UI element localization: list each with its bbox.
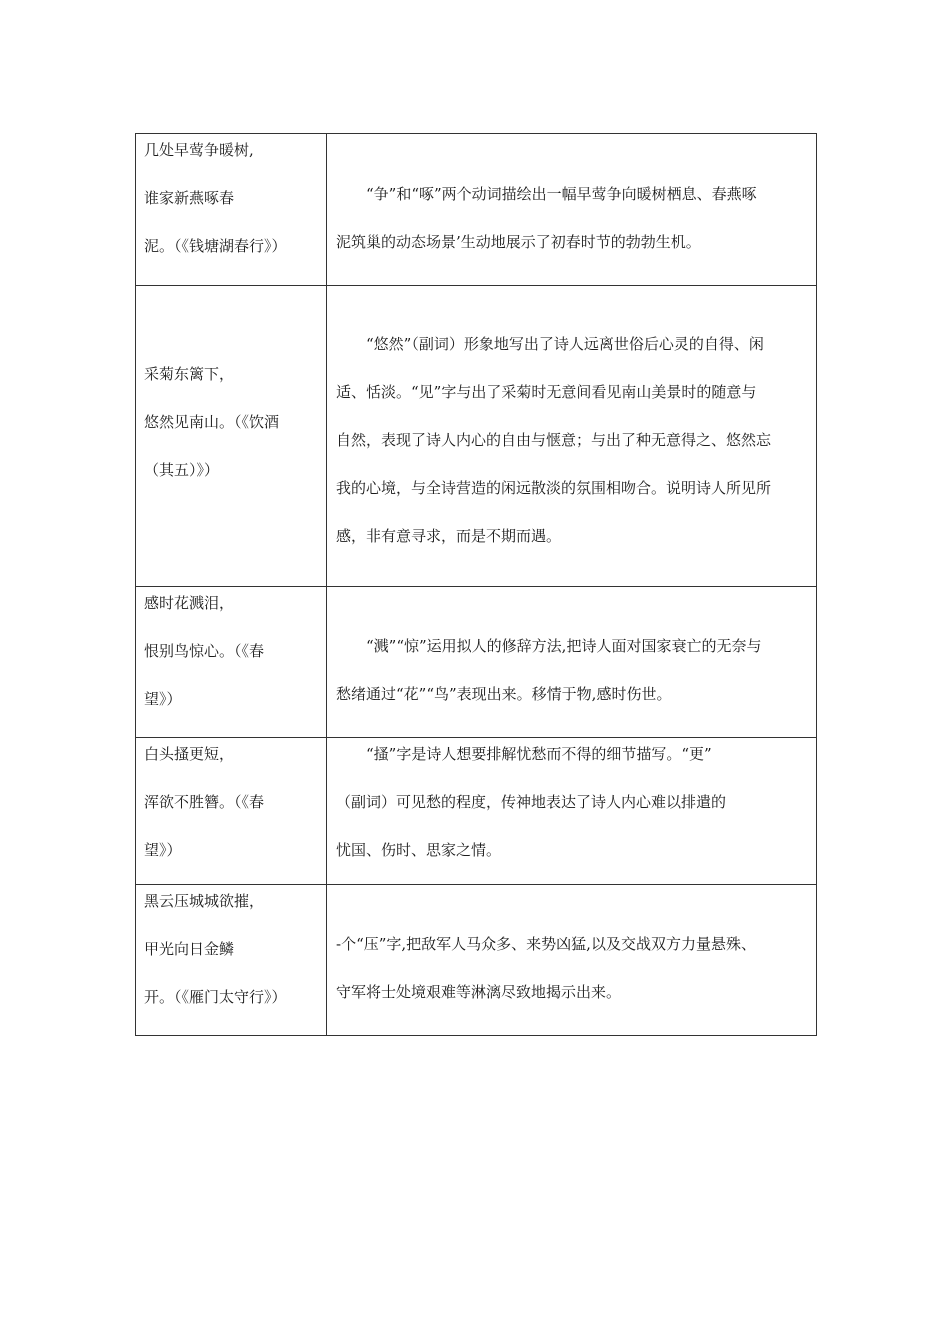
analysis-line: -个“压”字,把敌军人马众多、来势凶猛,以及交战双方力量悬殊、 <box>336 935 756 953</box>
verse-cell <box>136 885 327 1036</box>
analysis-cell <box>327 134 817 286</box>
analysis-line: 守军将士处境艰难等淋漓尽致地揭示出来。 <box>336 983 622 1001</box>
analysis-line: （副词）可见愁的程度，传神地表达了诗人内心难以排遣的 <box>336 793 727 811</box>
analysis-line: 感，非有意寻求，而是不期而遇。 <box>336 527 562 545</box>
table-row <box>136 885 817 1036</box>
verse-line: 白头搔更短， <box>144 745 235 763</box>
analysis-line: “争”和“啄”两个动词描绘出一幅早莺争向暖树栖息、春燕啄 <box>366 185 757 203</box>
verse-line: 几处早莺争暖树, <box>144 141 254 159</box>
table-row <box>136 286 817 587</box>
verse-line: 采菊东篱下， <box>144 365 235 383</box>
analysis-cell <box>327 738 817 885</box>
verse-cell <box>136 738 327 885</box>
analysis-cell <box>327 587 817 738</box>
verse-line: 望》） <box>144 690 182 708</box>
poem-analysis-table <box>135 133 817 1036</box>
analysis-line: “悠然”（副词）形象地写出了诗人远离世俗后心灵的自得、闲 <box>366 335 764 353</box>
table-row <box>136 134 817 286</box>
analysis-line: 适、恬淡。“见”字与出了采菊时无意间看见南山美景时的随意与 <box>336 383 757 401</box>
verse-line: 泥。（《钱塘湖春行》） <box>144 237 287 255</box>
table-row <box>136 738 817 885</box>
verse-line: 感时花溅泪， <box>144 594 235 612</box>
verse-line: 浑欲不胜簪。（《春 <box>144 793 265 811</box>
analysis-line: “溅”“惊”运用拟人的修辞方法,把诗人面对国家衰亡的无奈与 <box>366 637 762 655</box>
analysis-line: 忧国、伤时、思家之情。 <box>336 841 502 859</box>
verse-line: 黑云压城城欲摧， <box>144 892 265 910</box>
analysis-line: 愁绪通过“花”“鸟”表现出来。移情于物,感时伤世。 <box>336 685 672 703</box>
verse-cell <box>136 587 327 738</box>
table-row <box>136 587 817 738</box>
analysis-line: 泥筑巢的动态场景’生动地展示了初春时节的勃勃生机。 <box>336 233 701 251</box>
analysis-line: “搔”字是诗人想要排解忧愁而不得的细节描写。“更” <box>366 745 712 763</box>
verse-line: 悠然见南山。（《饮酒 <box>144 413 280 431</box>
verse-line: 望》） <box>144 841 182 859</box>
verse-cell <box>136 286 327 587</box>
analysis-cell <box>327 286 817 587</box>
verse-line: （其五）》） <box>144 461 220 479</box>
verse-line: 开。（《雁门太守行》） <box>144 988 287 1006</box>
analysis-cell <box>327 885 817 1036</box>
verse-cell <box>136 134 327 286</box>
verse-line: 恨别鸟惊心。（《春 <box>144 642 265 660</box>
verse-line: 谁家新燕啄春 <box>144 189 235 207</box>
verse-line: 甲光向日金鳞 <box>144 940 235 958</box>
analysis-line: 自然，表现了诗人内心的自由与惬意；与出了种无意得之、悠然忘 <box>336 431 772 449</box>
analysis-line: 我的心境，与全诗营造的闲远散淡的氛围相吻合。说明诗人所见所 <box>336 479 772 497</box>
